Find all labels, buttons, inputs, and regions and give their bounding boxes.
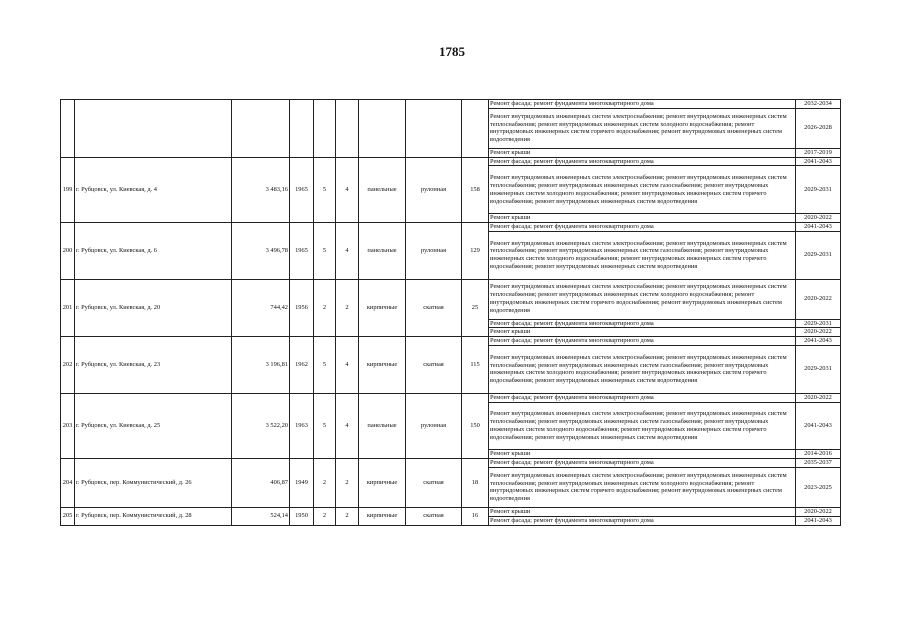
year-built-cell: 1962 bbox=[290, 337, 314, 394]
wall-material-cell: кирпичные bbox=[359, 279, 406, 337]
year-built-cell: 1950 bbox=[290, 507, 314, 525]
repair-period-cell: 2041-2043 bbox=[796, 222, 841, 231]
entrances-cell: 4 bbox=[336, 157, 359, 222]
entrances-cell: 4 bbox=[336, 337, 359, 394]
floors-cell: 5 bbox=[314, 393, 336, 458]
address-cell: г. Рубцовск, пер. Коммунистический, д. 28 bbox=[75, 507, 232, 525]
empty-num-cell bbox=[61, 100, 75, 158]
floors-cell: 2 bbox=[314, 459, 336, 508]
entrances-cell: 2 bbox=[336, 459, 359, 508]
building-row bbox=[61, 393, 841, 402]
year-built-cell: 1963 bbox=[290, 393, 314, 458]
repair-period-cell: 2035-2037 bbox=[796, 459, 841, 468]
repair-work-cell: Ремонт фасада; ремонт фундамента многоквартирного дома bbox=[489, 222, 796, 231]
repair-period-cell: 2041-2043 bbox=[796, 516, 841, 525]
empty-residents-cell bbox=[462, 100, 489, 158]
empty-wall-cell bbox=[359, 100, 406, 158]
address-cell: г. Рубцовск, ул. Киевская, д. 4 bbox=[75, 157, 232, 222]
repair-work-cell: Ремонт внутридомовых инженерных систем электроснабжения; ремонт внутридомовых инженерных систем теплоснабжения; ремонт внутридомовых инженерных систем газоснабжения; ремонт внутридомовых инженерных систем холодного водоснабжения; ремонт внутридомовых инженерных систем горячего водоснабжения; ремонт внутридомовых инженерных систем водоотведения bbox=[489, 231, 796, 279]
building-row bbox=[61, 337, 841, 346]
building-row bbox=[61, 157, 841, 166]
building-number-cell: 204 bbox=[61, 459, 75, 508]
year-built-cell: 1965 bbox=[290, 222, 314, 279]
building-number-cell: 205 bbox=[61, 507, 75, 525]
residents-cell: 158 bbox=[462, 157, 489, 222]
floors-cell: 5 bbox=[314, 337, 336, 394]
address-cell: г. Рубцовск, ул. Киевская, д. 6 bbox=[75, 222, 232, 279]
building-row bbox=[61, 459, 841, 468]
wall-material-cell: панельные bbox=[359, 222, 406, 279]
repair-period-cell: 2026-2028 bbox=[796, 108, 841, 148]
roof-type-cell: рулонная bbox=[406, 222, 462, 279]
floors-cell: 2 bbox=[314, 279, 336, 337]
repair-work-cell: Ремонт внутридомовых инженерных систем электроснабжения; ремонт внутридомовых инженерных систем теплоснабжения; ремонт внутридомовых инженерных систем холодного водоснабжения; ремонт внутридомовых инженерных систем горячего водоснабжения; ремонт внутридомовых инженерных систем водоотведения bbox=[489, 108, 796, 148]
building-number-cell: 203 bbox=[61, 393, 75, 458]
address-cell: г. Рубцовск, ул. Киевская, д. 25 bbox=[75, 393, 232, 458]
building-row bbox=[61, 279, 841, 319]
empty-roof-cell bbox=[406, 100, 462, 158]
wall-material-cell: кирпичные bbox=[359, 337, 406, 394]
repair-period-cell: 2029-2031 bbox=[796, 319, 841, 328]
floors-cell: 2 bbox=[314, 507, 336, 525]
repair-work-cell: Ремонт крыши bbox=[489, 450, 796, 459]
wall-material-cell: панельные bbox=[359, 393, 406, 458]
repair-period-cell: 2041-2043 bbox=[796, 402, 841, 450]
repair-work-cell: Ремонт крыши bbox=[489, 507, 796, 516]
repair-work-cell: Ремонт внутридомовых инженерных систем электроснабжения; ремонт внутридомовых инженерных систем теплоснабжения; ремонт внутридомовых инженерных систем холодного водоснабжения; ремонт внутридомовых инженерных систем горячего водоснабжения; ремонт внутридомовых инженерных систем водоотведения bbox=[489, 467, 796, 507]
repair-work-cell: Ремонт фасада; ремонт фундамента многоквартирного дома bbox=[489, 157, 796, 166]
table-row bbox=[61, 100, 841, 109]
roof-type-cell: рулонная bbox=[406, 393, 462, 458]
roof-type-cell: скатная bbox=[406, 337, 462, 394]
address-cell: г. Рубцовск, пер. Коммунистический, д. 26 bbox=[75, 459, 232, 508]
table-body bbox=[61, 100, 841, 526]
wall-material-cell: кирпичные bbox=[359, 507, 406, 525]
residents-cell: 16 bbox=[462, 507, 489, 525]
residents-cell: 150 bbox=[462, 393, 489, 458]
repair-work-cell: Ремонт внутридомовых инженерных систем электроснабжения; ремонт внутридомовых инженерных систем теплоснабжения; ремонт внутридомовых инженерных систем газоснабжения; ремонт внутридомовых инженерных систем холодного водоснабжения; ремонт внутридомовых инженерных систем горячего водоснабжения; ремонт внутридомовых инженерных систем водоотведения bbox=[489, 402, 796, 450]
repair-work-cell: Ремонт фасада; ремонт фундамента многоквартирного дома bbox=[489, 100, 796, 109]
repair-work-cell: Ремонт фасада; ремонт фундамента многоквартирного дома bbox=[489, 319, 796, 328]
address-cell: г. Рубцовск, ул. Киевская, д. 20 bbox=[75, 279, 232, 337]
repair-work-cell: Ремонт внутридомовых инженерных систем электроснабжения; ремонт внутридомовых инженерных систем теплоснабжения; ремонт внутридомовых инженерных систем газоснабжения; ремонт внутридомовых инженерных систем холодного водоснабжения; ремонт внутридомовых инженерных систем горячего водоснабжения; ремонт внутридомовых инженерных систем водоотведения bbox=[489, 345, 796, 393]
building-row bbox=[61, 222, 841, 231]
repair-period-cell: 2014-2016 bbox=[796, 450, 841, 459]
entrances-cell: 4 bbox=[336, 393, 359, 458]
page-number: 1785 bbox=[439, 44, 465, 59]
year-built-cell: 1949 bbox=[290, 459, 314, 508]
repair-period-cell: 2032-2034 bbox=[796, 100, 841, 109]
residents-cell: 18 bbox=[462, 459, 489, 508]
repair-period-cell: 2023-2025 bbox=[796, 467, 841, 507]
empty-entrances-cell bbox=[336, 100, 359, 158]
area-cell: 3 496,78 bbox=[232, 222, 290, 279]
repair-work-cell: Ремонт фасада; ремонт фундамента многоквартирного дома bbox=[489, 393, 796, 402]
area-cell: 406,87 bbox=[232, 459, 290, 508]
area-cell: 744,42 bbox=[232, 279, 290, 337]
roof-type-cell: рулонная bbox=[406, 157, 462, 222]
roof-type-cell: скатная bbox=[406, 507, 462, 525]
residents-cell: 129 bbox=[462, 222, 489, 279]
repair-work-cell: Ремонт фасада; ремонт фундамента многоквартирного дома bbox=[489, 459, 796, 468]
floors-cell: 5 bbox=[314, 222, 336, 279]
building-number-cell: 201 bbox=[61, 279, 75, 337]
building-number-cell: 199 bbox=[61, 157, 75, 222]
building-row bbox=[61, 507, 841, 516]
year-built-cell: 1965 bbox=[290, 157, 314, 222]
area-cell: 3 196,81 bbox=[232, 337, 290, 394]
entrances-cell: 2 bbox=[336, 279, 359, 337]
repair-work-cell: Ремонт крыши bbox=[489, 148, 796, 157]
repair-work-cell: Ремонт крыши bbox=[489, 214, 796, 223]
residents-cell: 25 bbox=[462, 279, 489, 337]
repair-period-cell: 2041-2043 bbox=[796, 337, 841, 346]
repair-period-cell: 2020-2022 bbox=[796, 507, 841, 516]
entrances-cell: 4 bbox=[336, 222, 359, 279]
empty-address-cell bbox=[75, 100, 232, 158]
capital-repair-table bbox=[60, 99, 841, 526]
residents-cell: 115 bbox=[462, 337, 489, 394]
empty-year-cell bbox=[290, 100, 314, 158]
roof-type-cell: скатная bbox=[406, 459, 462, 508]
area-cell: 3 522,20 bbox=[232, 393, 290, 458]
repair-period-cell: 2029-2031 bbox=[796, 166, 841, 214]
area-cell: 3 483,16 bbox=[232, 157, 290, 222]
building-number-cell: 202 bbox=[61, 337, 75, 394]
repair-period-cell: 2020-2022 bbox=[796, 328, 841, 337]
repair-period-cell: 2020-2022 bbox=[796, 393, 841, 402]
empty-floors-cell bbox=[314, 100, 336, 158]
repair-work-cell: Ремонт фасада; ремонт фундамента многоквартирного дома bbox=[489, 516, 796, 525]
empty-area-cell bbox=[232, 100, 290, 158]
entrances-cell: 2 bbox=[336, 507, 359, 525]
repair-period-cell: 2017-2019 bbox=[796, 148, 841, 157]
wall-material-cell: кирпичные bbox=[359, 459, 406, 508]
repair-work-cell: Ремонт внутридомовых инженерных систем электроснабжения; ремонт внутридомовых инженерных систем теплоснабжения; ремонт внутридомовых инженерных систем холодного водоснабжения; ремонт внутридомовых инженерных систем горячего водоснабжения; ремонт внутридомовых инженерных систем водоотведения bbox=[489, 279, 796, 319]
repair-period-cell: 2029-2031 bbox=[796, 345, 841, 393]
repair-work-cell: Ремонт внутридомовых инженерных систем электроснабжения; ремонт внутридомовых инженерных систем теплоснабжения; ремонт внутридомовых инженерных систем газоснабжения; ремонт внутридомовых инженерных систем холодного водоснабжения; ремонт внутридомовых инженерных систем горячего водоснабжения; ремонт внутридомовых инженерных систем водоотведения bbox=[489, 166, 796, 214]
address-cell: г. Рубцовск, ул. Киевская, д. 23 bbox=[75, 337, 232, 394]
area-cell: 524,14 bbox=[232, 507, 290, 525]
repair-period-cell: 2041-2043 bbox=[796, 157, 841, 166]
repair-period-cell: 2020-2022 bbox=[796, 279, 841, 319]
floors-cell: 5 bbox=[314, 157, 336, 222]
roof-type-cell: скатная bbox=[406, 279, 462, 337]
repair-work-cell: Ремонт крыши bbox=[489, 328, 796, 337]
repair-period-cell: 2020-2022 bbox=[796, 214, 841, 223]
repair-period-cell: 2029-2031 bbox=[796, 231, 841, 279]
wall-material-cell: панельные bbox=[359, 157, 406, 222]
year-built-cell: 1956 bbox=[290, 279, 314, 337]
repair-work-cell: Ремонт фасада; ремонт фундамента многоквартирного дома bbox=[489, 337, 796, 346]
building-number-cell: 200 bbox=[61, 222, 75, 279]
